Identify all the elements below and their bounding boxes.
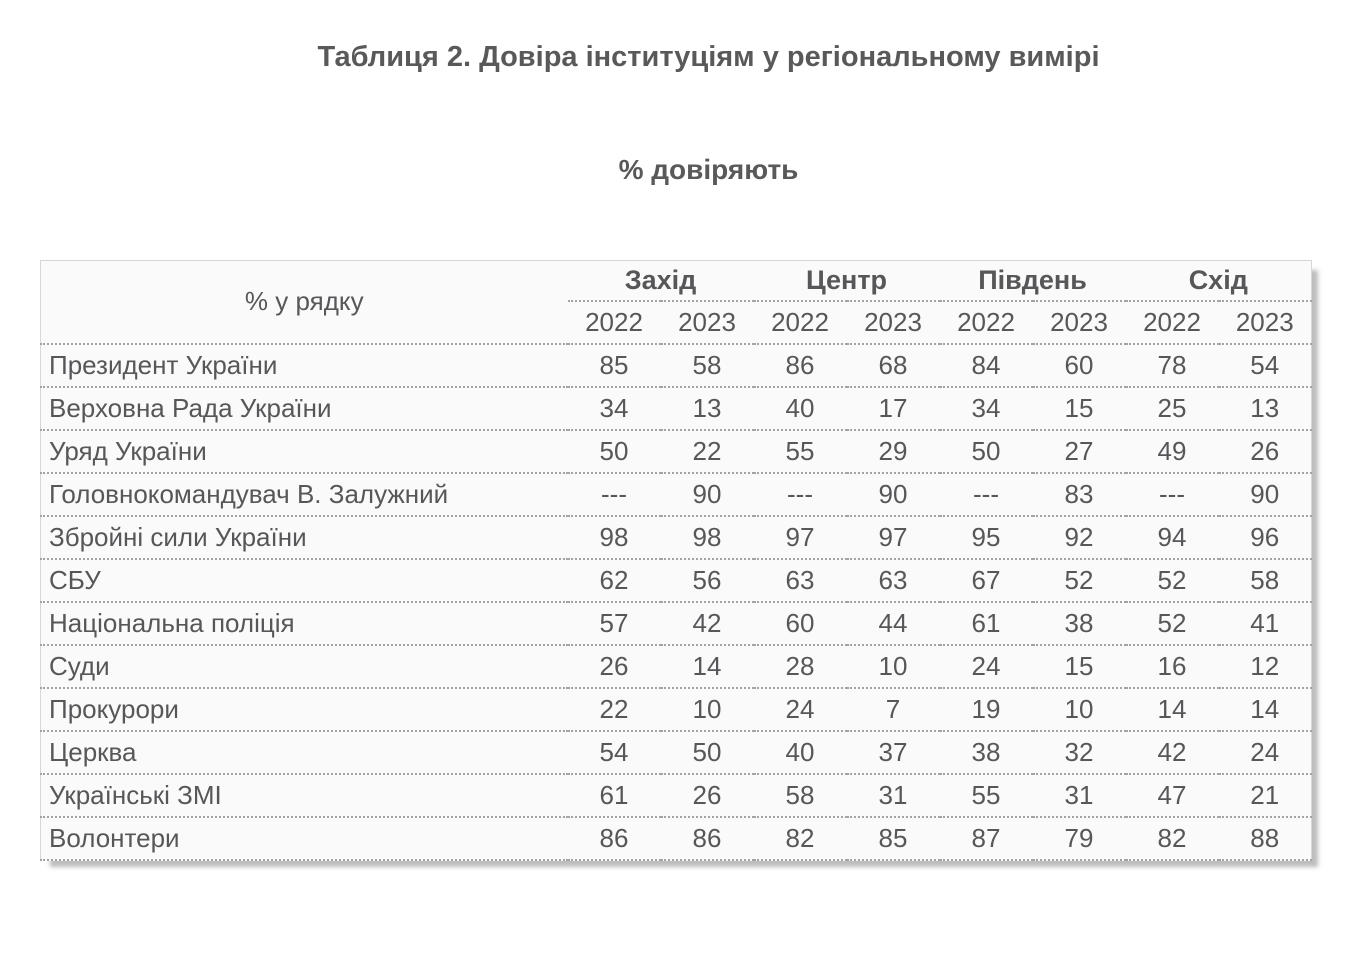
institution-label: Головнокомандувач В. Залужний xyxy=(41,473,568,516)
table-row xyxy=(41,774,1312,817)
value-cell: 24 xyxy=(940,645,1033,688)
value-cell: 57 xyxy=(568,602,661,645)
year-header-cell: 2022 xyxy=(568,301,661,344)
value-cell: 12 xyxy=(1219,645,1312,688)
year-header-cell: 2023 xyxy=(661,301,754,344)
year-header-cell: 2022 xyxy=(940,301,1033,344)
value-cell: 15 xyxy=(1033,645,1126,688)
value-cell: 37 xyxy=(847,731,940,774)
value-cell: 60 xyxy=(1033,344,1126,387)
value-cell: 34 xyxy=(568,387,661,430)
table-subtitle: % довіряють xyxy=(618,154,799,185)
value-cell: 55 xyxy=(754,430,847,473)
value-cell: 52 xyxy=(1126,559,1219,602)
value-cell: 14 xyxy=(1219,688,1312,731)
value-cell: 22 xyxy=(568,688,661,731)
value-cell: 16 xyxy=(1126,645,1219,688)
value-cell: 10 xyxy=(847,645,940,688)
value-cell: 63 xyxy=(847,559,940,602)
value-cell: 17 xyxy=(847,387,940,430)
value-cell: 24 xyxy=(754,688,847,731)
table-row xyxy=(41,602,1312,645)
value-cell: 96 xyxy=(1219,516,1312,559)
value-cell: 21 xyxy=(1219,774,1312,817)
table-row xyxy=(41,817,1312,860)
value-cell: 50 xyxy=(568,430,661,473)
institution-label: СБУ xyxy=(41,559,568,602)
institution-label: Церква xyxy=(41,731,568,774)
trust-by-region-table xyxy=(40,260,1312,861)
value-cell: 26 xyxy=(568,645,661,688)
value-cell: 27 xyxy=(1033,430,1126,473)
value-cell: 52 xyxy=(1033,559,1126,602)
value-cell: 10 xyxy=(1033,688,1126,731)
institution-label: Суди xyxy=(41,645,568,688)
value-cell: 7 xyxy=(847,688,940,731)
value-cell: 86 xyxy=(568,817,661,860)
value-cell: 38 xyxy=(1033,602,1126,645)
year-header-cell: 2023 xyxy=(1219,301,1312,344)
value-cell: 49 xyxy=(1126,430,1219,473)
table-row xyxy=(41,645,1312,688)
value-cell: 78 xyxy=(1126,344,1219,387)
value-cell: 31 xyxy=(1033,774,1126,817)
value-cell: 60 xyxy=(754,602,847,645)
value-cell: 90 xyxy=(661,473,754,516)
value-cell: 10 xyxy=(661,688,754,731)
region-header-4: Схід xyxy=(1126,261,1312,301)
table-row xyxy=(41,516,1312,559)
institution-label: Українські ЗМІ xyxy=(41,774,568,817)
value-cell: 56 xyxy=(661,559,754,602)
value-cell: 34 xyxy=(940,387,1033,430)
table-row xyxy=(41,344,1312,387)
institution-label: Національна поліція xyxy=(41,602,568,645)
value-cell: 95 xyxy=(940,516,1033,559)
value-cell: --- xyxy=(754,473,847,516)
value-cell: 31 xyxy=(847,774,940,817)
value-cell: 54 xyxy=(568,731,661,774)
year-header-cell: 2022 xyxy=(754,301,847,344)
value-cell: 13 xyxy=(661,387,754,430)
value-cell: 97 xyxy=(754,516,847,559)
value-cell: 14 xyxy=(661,645,754,688)
value-cell: 98 xyxy=(661,516,754,559)
institution-label: Уряд України xyxy=(41,430,568,473)
region-header-1: Захід xyxy=(568,261,754,301)
value-cell: 85 xyxy=(568,344,661,387)
value-cell: 68 xyxy=(847,344,940,387)
value-cell: 92 xyxy=(1033,516,1126,559)
value-cell: 47 xyxy=(1126,774,1219,817)
value-cell: 52 xyxy=(1126,602,1219,645)
value-cell: 40 xyxy=(754,387,847,430)
value-cell: 54 xyxy=(1219,344,1312,387)
value-cell: 28 xyxy=(754,645,847,688)
region-header-3: Південь xyxy=(940,261,1126,301)
value-cell: 90 xyxy=(847,473,940,516)
table-row xyxy=(41,430,1312,473)
value-cell: 98 xyxy=(568,516,661,559)
value-cell: 55 xyxy=(940,774,1033,817)
value-cell: 14 xyxy=(1126,688,1219,731)
institution-label: Волонтери xyxy=(41,817,568,860)
value-cell: 79 xyxy=(1033,817,1126,860)
value-cell: 24 xyxy=(1219,731,1312,774)
value-cell: 15 xyxy=(1033,387,1126,430)
table-row xyxy=(41,688,1312,731)
institution-label: Збройні сили України xyxy=(41,516,568,559)
value-cell: 22 xyxy=(661,430,754,473)
value-cell: 61 xyxy=(940,602,1033,645)
value-cell: 90 xyxy=(1219,473,1312,516)
value-cell: 41 xyxy=(1219,602,1312,645)
value-cell: 26 xyxy=(1219,430,1312,473)
corner-header-cell: % у рядку xyxy=(41,261,568,344)
institution-label: Верховна Рада України xyxy=(41,387,568,430)
year-header-cell: 2023 xyxy=(1033,301,1126,344)
table-row xyxy=(41,387,1312,430)
value-cell: 44 xyxy=(847,602,940,645)
value-cell: 67 xyxy=(940,559,1033,602)
institution-label: Прокурори xyxy=(41,688,568,731)
report-page xyxy=(0,40,1357,861)
value-cell: 85 xyxy=(847,817,940,860)
table-row xyxy=(41,559,1312,602)
value-cell: 58 xyxy=(1219,559,1312,602)
region-header-2: Центр xyxy=(754,261,940,301)
table-row xyxy=(41,731,1312,774)
value-cell: 58 xyxy=(754,774,847,817)
value-cell: 86 xyxy=(661,817,754,860)
headings xyxy=(60,40,1357,186)
region-header-row xyxy=(41,261,1312,301)
table-title: Таблиця 2. Довіра інституціям у регіональному вимірі xyxy=(317,41,1100,73)
table-body xyxy=(41,344,1312,860)
value-cell: 32 xyxy=(1033,731,1126,774)
value-cell: 61 xyxy=(568,774,661,817)
value-cell: 58 xyxy=(661,344,754,387)
table-header xyxy=(41,261,1312,344)
value-cell: 82 xyxy=(1126,817,1219,860)
value-cell: --- xyxy=(940,473,1033,516)
value-cell: 13 xyxy=(1219,387,1312,430)
value-cell: 63 xyxy=(754,559,847,602)
value-cell: 40 xyxy=(754,731,847,774)
value-cell: 88 xyxy=(1219,817,1312,860)
value-cell: 50 xyxy=(661,731,754,774)
value-cell: 50 xyxy=(940,430,1033,473)
value-cell: 94 xyxy=(1126,516,1219,559)
value-cell: 97 xyxy=(847,516,940,559)
table-row xyxy=(41,473,1312,516)
value-cell: 62 xyxy=(568,559,661,602)
value-cell: 82 xyxy=(754,817,847,860)
value-cell: 38 xyxy=(940,731,1033,774)
value-cell: 25 xyxy=(1126,387,1219,430)
value-cell: 42 xyxy=(1126,731,1219,774)
value-cell: 26 xyxy=(661,774,754,817)
value-cell: 87 xyxy=(940,817,1033,860)
value-cell: --- xyxy=(568,473,661,516)
value-cell: 42 xyxy=(661,602,754,645)
value-cell: 84 xyxy=(940,344,1033,387)
value-cell: 83 xyxy=(1033,473,1126,516)
value-cell: 86 xyxy=(754,344,847,387)
institution-label: Президент України xyxy=(41,344,568,387)
value-cell: 19 xyxy=(940,688,1033,731)
year-header-cell: 2022 xyxy=(1126,301,1219,344)
value-cell: --- xyxy=(1126,473,1219,516)
value-cell: 29 xyxy=(847,430,940,473)
year-header-cell: 2023 xyxy=(847,301,940,344)
